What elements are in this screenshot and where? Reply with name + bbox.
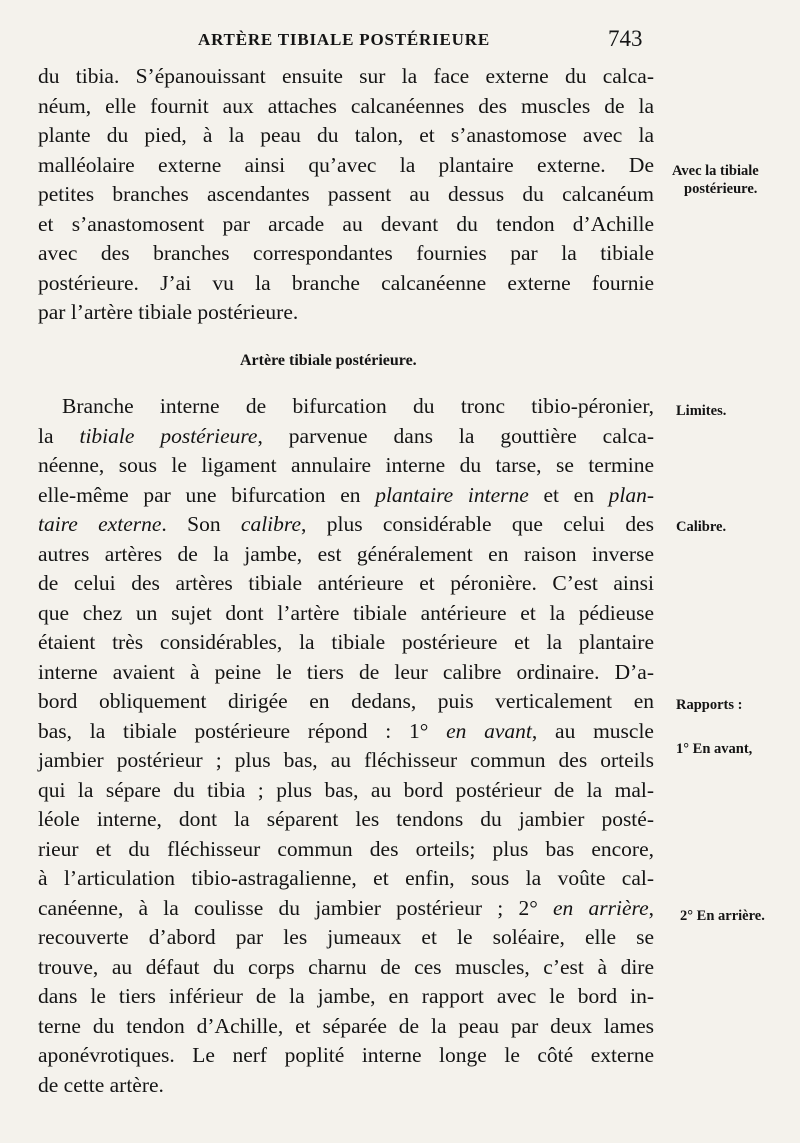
italic-term: calibre [240, 512, 302, 536]
margin-note-rapports: Rapports : [676, 697, 743, 713]
text-line: de celui des artères tibiale antérieure et péronière. C’est ainsi [38, 571, 654, 595]
margin-note-anastomose [672, 162, 759, 198]
margin-note-line: Avec la tibiale [672, 163, 759, 179]
section-title: Artère tibiale postérieure. [240, 352, 417, 369]
text-run: , au muscle [531, 718, 654, 743]
text-line: postérieure. J’ai vu la branche calcanéenne externe fournie [38, 270, 654, 295]
text-line [38, 481, 654, 511]
text-line: de cette artère. [38, 1072, 164, 1097]
margin-note-en-avant: 1° En avant, [676, 741, 753, 757]
text-line: néenne, sous le ligament annulaire interne du tarse, se termine [38, 453, 654, 477]
margin-note-line: postérieure. [684, 181, 758, 197]
paragraph-artere-tibiale [38, 392, 654, 1100]
margin-note-en-arriere: 2° En arrière. [680, 908, 765, 924]
text-line: plante du pied, à la peau du talon, et s’anastomose avec la [38, 123, 654, 147]
text-line: et s’anastomosent par arcade au devant du tendon d’Achille [38, 211, 654, 236]
text-line [38, 510, 654, 540]
text-line: recouverte d’abord par les jumeaux et le soléaire, elle se [38, 925, 654, 949]
text-line: à l’articulation tibio-astragalienne, et enfin, sous la voûte cal- [38, 866, 654, 890]
running-title: ARTÈRE TIBIALE POSTÉRIEURE [198, 30, 490, 49]
text-line: aponévrotiques. Le nerf poplité interne longe le côté externe [38, 1043, 654, 1067]
text-line: qui la sépare du tibia ; plus bas, au bord postérieur de la mal- [38, 777, 654, 802]
text-line: du tibia. S’épanouissant ensuite sur la face externe du calca- [38, 64, 654, 88]
text-line: par l’artère tibiale postérieure. [38, 300, 299, 324]
text-line: interne avaient à peine le tiers de leur calibre ordinaire. D’a- [38, 659, 654, 684]
page-number: 743 [608, 26, 643, 51]
italic-term: plantaire interne [375, 482, 529, 507]
text-line: léole interne, dont la séparent les tendons du jambier posté- [38, 807, 654, 831]
text-run: et en [528, 482, 609, 507]
text-line: terne du tendon d’Achille, et séparée de la peau par deux lames [38, 1013, 654, 1038]
paragraph-continued [38, 62, 654, 328]
text-line: néum, elle fournit aux attaches calcanéennes des muscles de la [38, 93, 654, 118]
text-run: bas, la tibiale postérieure répond : 1° [38, 718, 447, 743]
text-run: . Son [161, 512, 241, 536]
text-line: que chez un sujet dont l’artère tibiale antérieure et la pédieuse [38, 600, 654, 625]
text-line: autres artères de la jambe, est généralement en raison inverse [38, 541, 654, 566]
text-line: jambier postérieur ; plus bas, au fléchisseur commun des orteils [38, 748, 654, 772]
text-line: trouve, au défaut du corps charnu de ces muscles, c’est à dire [38, 954, 654, 979]
text-line: rieur et du fléchisseur commun des orteils; plus bas encore, [38, 836, 654, 861]
text-run: canéenne, à la coulisse du jambier postérieur ; 2° [38, 895, 554, 920]
italic-term: en arrière [553, 895, 649, 920]
text-run: elle-même par une bifurcation en [38, 482, 376, 507]
text-line: avec des branches correspondantes fournies par la tibiale [38, 241, 654, 265]
text-run: la [38, 423, 80, 448]
text-line: dans le tiers inférieur de la jambe, en rapport avec le bord in- [38, 984, 654, 1008]
text-line [38, 717, 654, 747]
text-line: Branche interne de bifurcation du tronc tibio-péronier, [62, 394, 654, 418]
text-run: , parvenue dans la gouttière calca- [257, 423, 654, 448]
italic-term: en avant [446, 718, 532, 743]
margin-note-limites: Limites. [676, 403, 727, 419]
text-run: , [648, 895, 655, 920]
text-line [38, 422, 654, 452]
text-line: bord obliquement dirigée en dedans, puis verticalement en [38, 689, 654, 713]
text-line: petites branches ascendantes passent au dessus du calcanéum [38, 182, 654, 206]
italic-term: tibiale postérieure [79, 423, 258, 448]
text-line: malléolaire externe ainsi qu’avec la plantaire externe. De [38, 152, 654, 177]
margin-note-calibre: Calibre. [676, 519, 727, 535]
text-line [38, 894, 654, 924]
italic-term: taire externe [38, 512, 162, 536]
text-line: étaient très considérables, la tibiale postérieure et la plantaire [38, 630, 654, 654]
text-run: , plus considérable que celui des [301, 512, 654, 536]
italic-term: plan- [608, 482, 655, 507]
